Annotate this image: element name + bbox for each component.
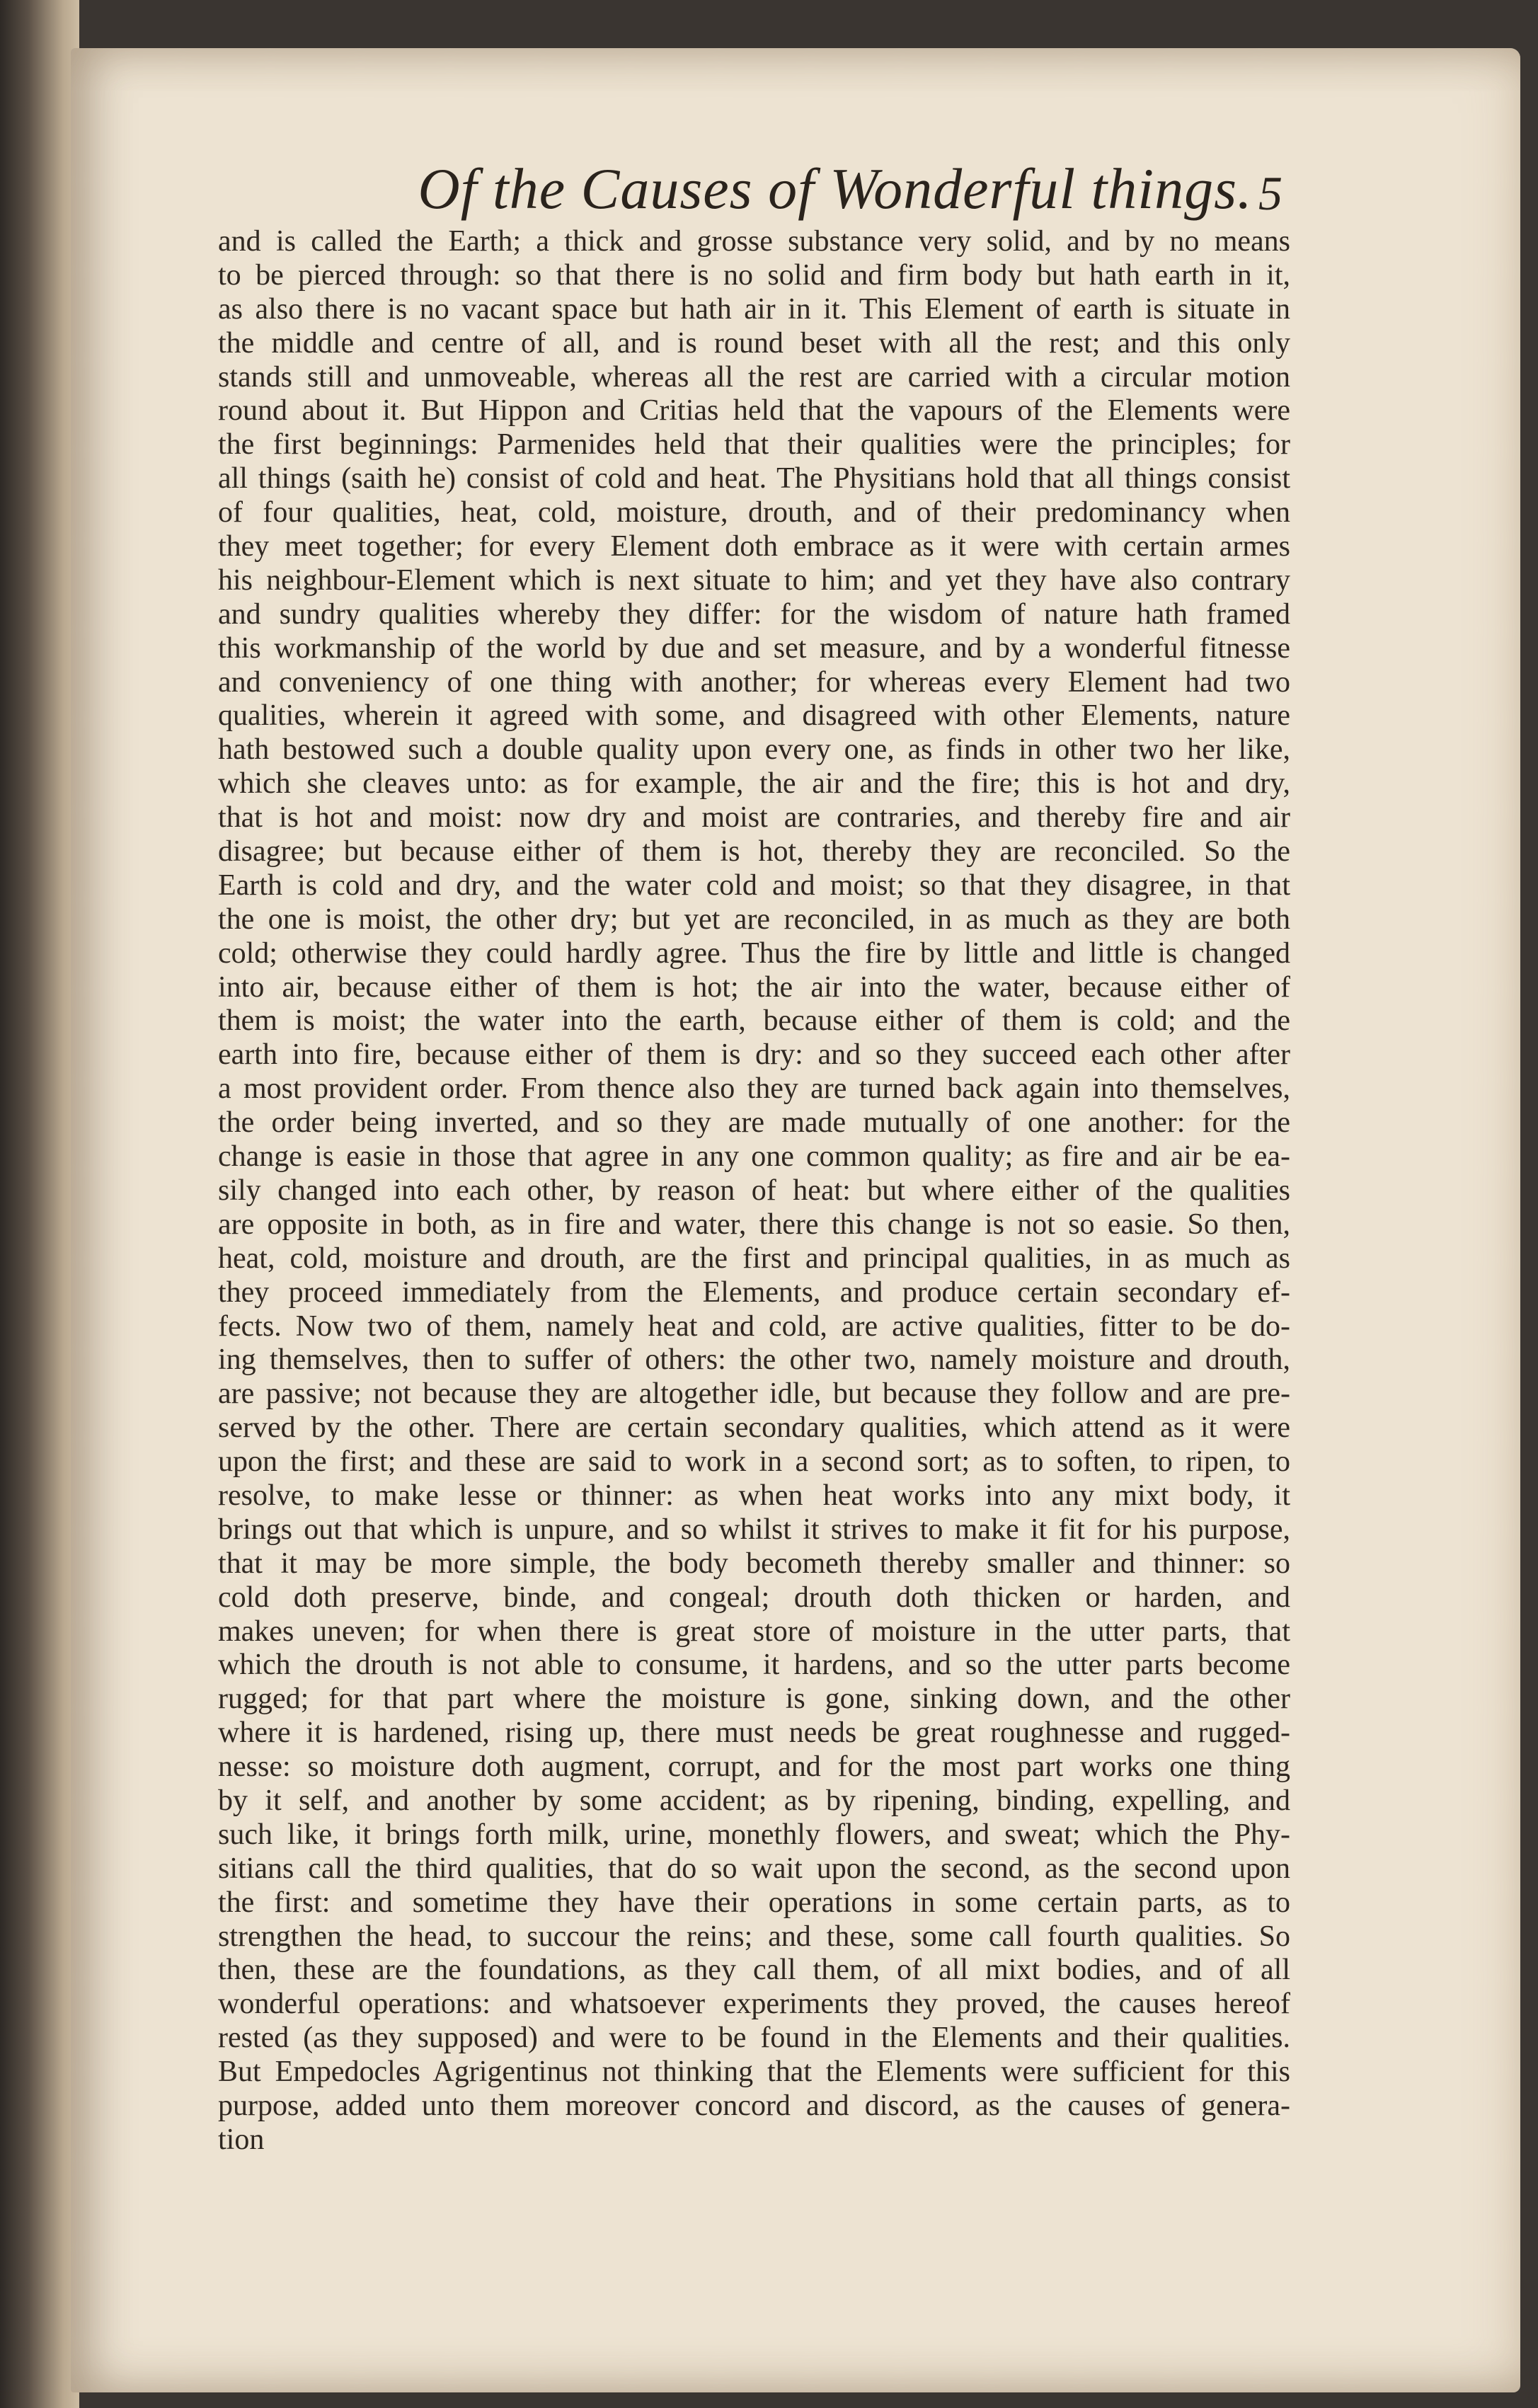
text-line: resolve, to make lesse or thinner: as when heat works into any mixt body, it <box>218 1479 1290 1512</box>
text-line: cold doth preserve, binde, and congeal; drouth doth thicken or harden, and <box>218 1581 1290 1614</box>
text-line: nesse: so moisture doth augment, corrupt, and for the most part works one thing <box>218 1750 1290 1784</box>
page-number: 5 <box>1258 166 1282 220</box>
text-line: are passive; not because they are altogether idle, but because they follow and are pre- <box>218 1377 1290 1411</box>
text-line: tion <box>218 2123 265 2156</box>
text-line: upon the first; and these are said to work in a second sort; as to soften, to ripen, to <box>218 1445 1290 1479</box>
text-line: and is called the Earth; a thick and grosse substance very solid, and by no means <box>218 225 1290 258</box>
text-line: brings out that which is unpure, and so whilst it strives to make it fit for his purpose, <box>218 1513 1290 1546</box>
text-line: and sundry qualities whereby they differ: for the wisdom of nature hath framed <box>218 597 1290 631</box>
text-line: rugged; for that part where the moisture is gone, sinking down, and the other <box>218 1682 1290 1716</box>
text-line: to be pierced through: so that there is no solid and firm body but hath earth in it, <box>218 258 1290 292</box>
text-line: sitians call the third qualities, that do so wait upon the second, as the second upon <box>218 1852 1290 1885</box>
text-line: cold; otherwise they could hardly agree. Thus the fire by little and little is changed <box>218 936 1290 970</box>
text-line: sily changed into each other, by reason of heat: but where either of the qualities <box>218 1174 1290 1207</box>
text-line: where it is hardened, rising up, there must needs be great roughnesse and rugged- <box>218 1716 1290 1750</box>
body-text <box>218 225 1290 2191</box>
text-line: as also there is no vacant space but hath air in it. This Element of earth is situate in <box>218 292 1290 326</box>
text-line: the order being inverted, and so they are made mutually of one another: for the <box>218 1106 1290 1140</box>
text-line: all things (saith he) consist of cold and heat. The Physitians hold that all things consist <box>218 462 1290 495</box>
text-line: they meet together; for every Element doth embrace as it were with certain armes <box>218 530 1290 563</box>
text-line: served by the other. There are certain secondary qualities, which attend as it were <box>218 1411 1290 1445</box>
text-line: fects. Now two of them, namely heat and cold, are active qualities, fitter to be do- <box>218 1309 1290 1343</box>
text-line: stands still and unmoveable, whereas all the rest are carried with a circular motion <box>218 360 1290 394</box>
text-line: his neighbour-Element which is next situate to him; and yet they have also contrary <box>218 563 1290 597</box>
text-line: ing themselves, then to suffer of others: the other two, namely moisture and drouth, <box>218 1343 1290 1377</box>
text-line: heat, cold, moisture and drouth, are the first and principal qualities, in as much as <box>218 1242 1290 1275</box>
text-line: the first beginnings: Parmenides held that their qualities were the principles; for <box>218 428 1290 461</box>
text-line: by it self, and another by some accident; as by ripening, binding, expelling, and <box>218 1784 1290 1817</box>
facing-page-edge <box>0 0 79 2408</box>
text-line: change is easie in those that agree in any one common quality; as fire and air be ea- <box>218 1140 1290 1174</box>
text-line: Earth is cold and dry, and the water cold and moist; so that they disagree, in that <box>218 868 1290 902</box>
text-line: such like, it brings forth milk, urine, monethly flowers, and sweat; which the Phy- <box>218 1818 1290 1851</box>
text-line: a most provident order. From thence also they are turned back again into themselves, <box>218 1072 1290 1106</box>
text-line: and conveniency of one thing with another; for whereas every Element had two <box>218 665 1290 699</box>
text-line: then, these are the foundations, as they call them, of all mixt bodies, and of all <box>218 1954 1290 1987</box>
text-line: the middle and centre of all, and is round beset with all the rest; and this only <box>218 326 1290 360</box>
text-line: that is hot and moist: now dry and moist are contraries, and thereby fire and air <box>218 801 1290 835</box>
text-line: which she cleaves unto: as for example, the air and the fire; this is hot and dry, <box>218 767 1290 801</box>
text-line: into air, because either of them is hot; the air into the water, because either of <box>218 970 1290 1004</box>
text-line: hath bestowed such a double quality upon every one, as finds in other two her like, <box>218 733 1290 767</box>
text-line: that it may be more simple, the body becometh thereby smaller and thinner: so <box>218 1547 1290 1580</box>
text-line: disagree; but because either of them is hot, thereby they are reconciled. So the <box>218 835 1290 868</box>
text-line: the first: and sometime they have their operations in some certain parts, as to <box>218 1886 1290 1919</box>
text-line: them is moist; the water into the earth, because either of them is cold; and the <box>218 1004 1290 1038</box>
text-line: round about it. But Hippon and Critias held that the vapours of the Elements were <box>218 394 1290 428</box>
text-line: earth into fire, because either of them is dry: and so they succeed each other after <box>218 1038 1290 1072</box>
text-line: strengthen the head, to succour the reins; and these, some call fourth qualities. So <box>218 1920 1290 1953</box>
running-title: Of the Causes of Wonderful things. <box>418 156 1253 221</box>
text-line: qualities, wherein it agreed with some, and disagreed with other Elements, nature <box>218 699 1290 733</box>
text-line: this workmanship of the world by due and set measure, and by a wonderful fitnesse <box>218 631 1290 665</box>
text-line: wonderful operations: and whatsoever experiments they proved, the causes hereof <box>218 1988 1290 2021</box>
catchword <box>218 2157 1290 2191</box>
text-line: makes uneven; for when there is great store of moisture in the utter parts, that <box>218 1615 1290 1648</box>
text-line: rested (as they supposed) and were to be found in the Elements and their qualities. <box>218 2022 1290 2055</box>
text-line: purpose, added unto them moreover concord and discord, as the causes of genera- <box>218 2089 1290 2122</box>
text-line: the one is moist, the other dry; but yet are reconciled, in as much as they are both <box>218 902 1290 936</box>
text-line: are opposite in both, as in fire and water, there this change is not so easie. So then, <box>218 1208 1290 1241</box>
text-line: of four qualities, heat, cold, moisture, drouth, and of their predominancy when <box>218 496 1290 529</box>
text-line: But Empedocles Agrigentinus not thinking that the Elements were sufficient for this <box>218 2056 1290 2089</box>
text-line: they proceed immediately from the Elements, and produce certain secondary ef- <box>218 1275 1290 1309</box>
text-line: which the drouth is not able to consume, it hardens, and so the utter parts become <box>218 1649 1290 1682</box>
